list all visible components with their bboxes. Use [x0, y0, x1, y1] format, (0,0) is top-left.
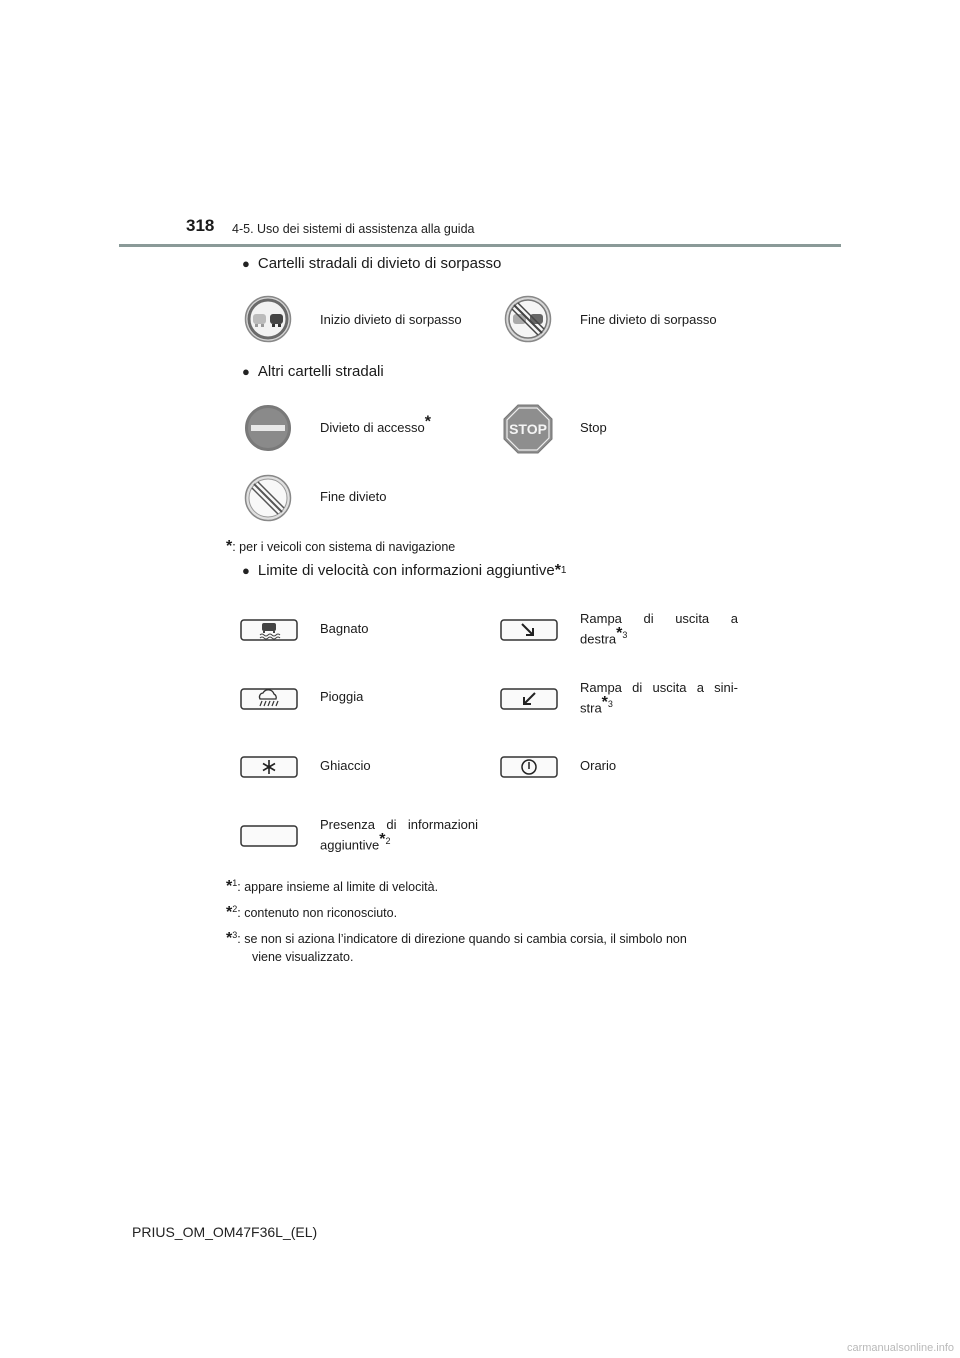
footnote-2: *$^2$: contenuto non riconosciuto.	[226, 904, 398, 922]
blank-panel-icon	[240, 825, 298, 847]
navigation-footnote: *: per i veicoli con sistema di navigazione	[226, 538, 456, 555]
bullet-icon: ●	[242, 364, 250, 379]
group-title-other-signs	[242, 363, 384, 380]
ice-panel-icon	[240, 756, 298, 778]
rain-panel-icon	[240, 688, 298, 710]
no-overtaking-sign-icon	[244, 295, 292, 343]
sign-label: Divieto di accesso*	[320, 413, 432, 435]
stop-sign-text: STOP	[509, 421, 547, 437]
panel-label: Pioggia	[320, 689, 364, 704]
no-entry-sign-icon	[244, 404, 292, 452]
panel-label: Rampa di uscita a sini- stra*$^3$	[580, 680, 738, 716]
section-title: 4-5. Uso dei sistemi di assistenza alla guida	[232, 222, 475, 236]
sign-label: Stop	[580, 420, 607, 435]
group-title-text: Altri cartelli stradali	[257, 363, 384, 380]
header-divider	[119, 244, 841, 247]
watermark: carmanualsonline.info	[846, 1342, 954, 1354]
footnote-1: *$^1$: appare insieme al limite di velocità.	[226, 878, 439, 896]
page-number: 318	[186, 216, 215, 235]
panel-label: Orario	[580, 758, 617, 773]
footnote-3: *$^3$: se non si aziona l’indicatore di direzione quando si cambia corsia, il simbolo non viene visualizzato.	[226, 930, 687, 965]
panel-label: Ghiaccio	[320, 758, 371, 773]
panel-label: Bagnato	[320, 621, 369, 636]
bullet-icon: ●	[242, 563, 250, 578]
group-title-text: Limite di velocità con informazioni aggiuntive	[257, 562, 555, 579]
sign-label: Inizio divieto di sorpasso	[320, 312, 462, 327]
panel-label: Presenza di informazioni aggiuntive*$^2$	[320, 817, 478, 853]
exit-right-panel-icon	[500, 619, 558, 641]
clock-panel-icon	[500, 756, 558, 778]
bullet-icon: ●	[242, 256, 250, 271]
group-title-text: Cartelli stradali di divieto di sorpasso	[257, 255, 502, 272]
group-title-speed-limit-info: ● Limite di velocità con informazioni aggiuntive * 1	[242, 561, 567, 579]
document-code: PRIUS_OM_OM47F36L_(EL)	[132, 1224, 318, 1240]
sign-label: Fine divieto di sorpasso	[580, 312, 717, 327]
sign-label: Fine divieto	[320, 489, 387, 504]
exit-left-panel-icon	[500, 688, 558, 710]
wet-road-panel-icon	[240, 619, 298, 641]
panel-label: Rampa di uscita a destra*$^3$	[580, 611, 738, 647]
stop-sign-icon	[503, 404, 553, 454]
end-no-overtaking-sign-icon	[504, 295, 552, 343]
end-prohibition-sign-icon	[244, 474, 292, 522]
group-title-no-overtaking	[242, 255, 501, 272]
